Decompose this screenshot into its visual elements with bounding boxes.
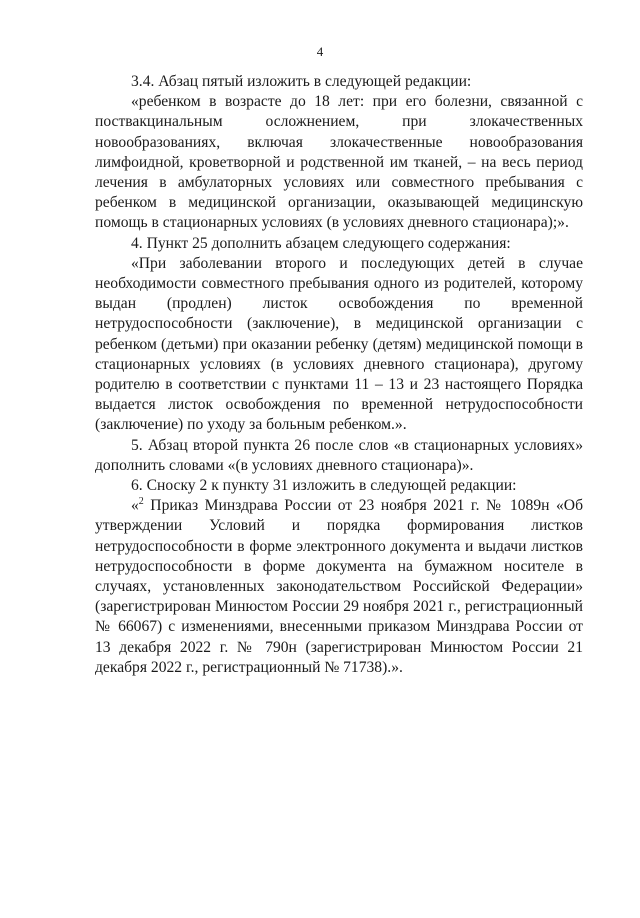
- footnote-paragraph: [95, 496, 583, 678]
- paragraph-4-quote: «При заболевании второго и последующих детей в случае необходимости совместного пребывания одного из родителей, которому выдан (продлен) листок освобождения по временной нетрудоспособности (заключение), в медицинской организации с ребенком (детьми) при оказании ребенку (детям) медицинской помощи в стационарных условиях (в условиях дневного стационара), другому родителю в соответствии с пунктами 11 – 13 и 23 настоящего Порядка выдается листок освобождения по временной нетрудоспособности (заключение) по уходу за больным ребенком.».: [95, 254, 583, 434]
- footnote-text: Приказ Минздрава России от 23 ноября 2021 г. № 1089н «Об утверждении Условий и порядка формирования листков нетрудоспособности в форме электронного документа и выдачи листков нетрудоспособности в форме документа на бумажном носителе в случаях, установленных законодательством Российской Федерации» (зарегистрирован Минюстом России 29 ноября 2021 г., регистрационный № 66067) с изменениями, внесенными приказом Минздрава России от 13 декабря 2022 г. № 790н (зарегистрирован Минюстом России 21 декабря 2022 г., регистрационный № 71738).».: [95, 497, 583, 676]
- footnote-marker: 2: [138, 496, 144, 508]
- page-number: 4: [316, 44, 324, 59]
- paragraph-5: 5. Абзац второй пункта 26 после слов «в стационарных условиях» дополнить словами «(в условиях дневного стационара)».: [95, 436, 583, 474]
- paragraph-3-4-heading: 3.4. Абзац пятый изложить в следующей редакции:: [131, 73, 472, 90]
- document-body: [95, 72, 583, 678]
- footnote-open-quote: «: [131, 497, 139, 515]
- paragraph-3-4-quote: «ребенком в возрасте до 18 лет: при его болезни, связанной с поствакцинальным осложнением, при злокачественных новообразованиях, включая злокачественные новообразования лимфоидной, кроветворной и родственной им тканей, – на весь период лечения в амбулаторных условиях или совместного пребывания с ребенком в медицинской организации, оказывающей медицинскую помощь в стационарных условиях (в условиях дневного стационара);».: [95, 93, 583, 232]
- paragraph-6-heading: 6. Сноску 2 к пункту 31 изложить в следующей редакции:: [131, 477, 517, 495]
- paragraph-4-heading: 4. Пункт 25 дополнить абзацем следующего содержания:: [131, 234, 511, 252]
